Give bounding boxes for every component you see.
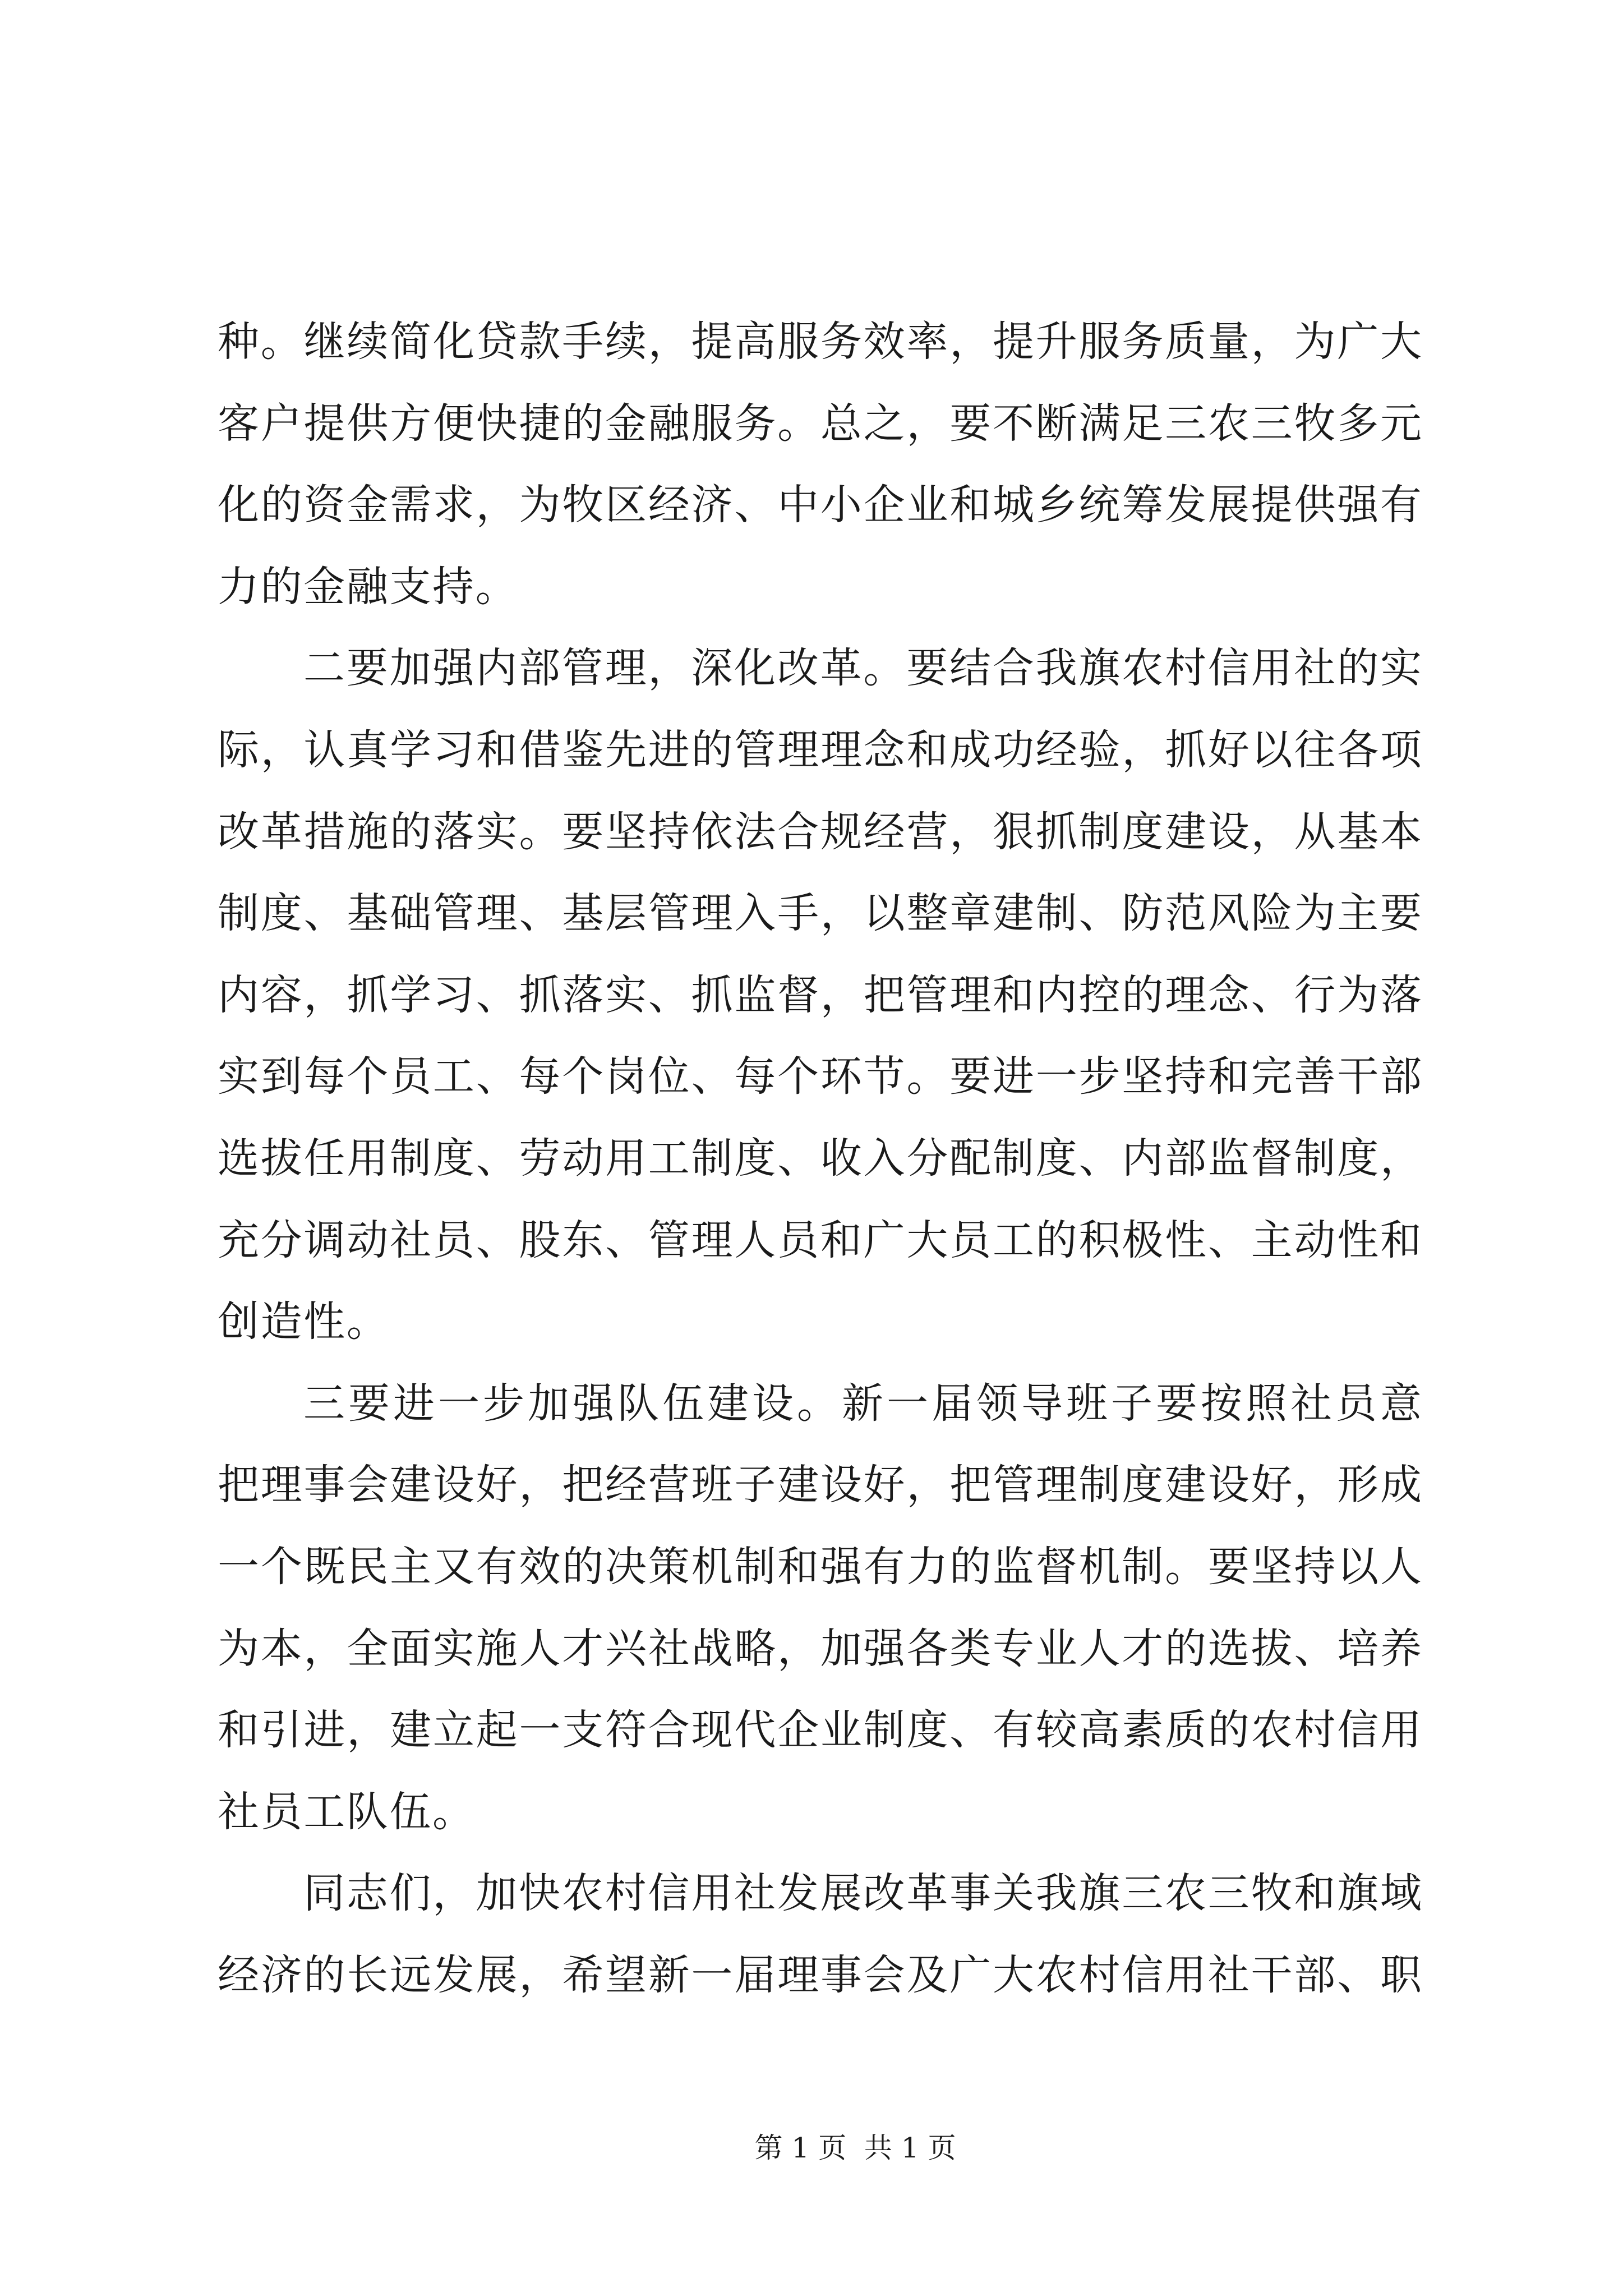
text-line: 社员工队伍。 bbox=[218, 1787, 476, 1836]
paragraph bbox=[218, 628, 1422, 1363]
text-line: 选拔任用制度、劳动用工制度、收入分配制度、内部监督制度， bbox=[218, 1134, 1422, 1182]
text-line: 三要进一步加强队伍建设。新一届领导班子要按照社员意 bbox=[303, 1379, 1422, 1428]
text-line: 和引进，建立起一支符合现代企业制度、有较高素质的农村信用 bbox=[218, 1706, 1422, 1755]
text-line: 二要加强内部管理，深化改革。要结合我旗农村信用社的实 bbox=[303, 644, 1422, 693]
text-line: 把理事会建设好，把经营班子建设好，把管理制度建设好，形成 bbox=[218, 1461, 1422, 1510]
document-body bbox=[218, 301, 1422, 2016]
text-line: 种。继续简化贷款手续，提高服务效率，提升服务质量，为广大 bbox=[218, 318, 1422, 366]
page-number-footer: 第 1 页 共 1 页 bbox=[754, 2132, 956, 2164]
text-line: 力的金融支持。 bbox=[218, 562, 519, 611]
text-line: 同志们，加快农村信用社发展改革事关我旗三农三牧和旗域 bbox=[303, 1869, 1422, 1918]
text-line: 改革措施的落实。要坚持依法合规经营，狠抓制度建设，从基本 bbox=[218, 807, 1422, 856]
paragraph bbox=[218, 1363, 1422, 1853]
text-line: 化的资金需求，为牧区经济、中小企业和城乡统筹发展提供强有 bbox=[218, 481, 1422, 530]
paragraph bbox=[218, 1853, 1422, 2016]
text-line: 客户提供方便快捷的金融服务。总之，要不断满足三农三牧多元 bbox=[218, 399, 1422, 448]
text-line: 经济的长远发展，希望新一届理事会及广大农村信用社干部、职 bbox=[218, 1950, 1422, 1999]
paragraph bbox=[218, 301, 1422, 628]
text-line: 实到每个员工、每个岗位、每个环节。要进一步坚持和完善干部 bbox=[218, 1052, 1422, 1101]
text-line: 内容，抓学习、抓落实、抓监督，把管理和内控的理念、行为落 bbox=[218, 970, 1422, 1019]
text-line: 充分调动社员、股东、管理人员和广大员工的积极性、主动性和 bbox=[218, 1216, 1422, 1264]
text-line: 一个既民主又有效的决策机制和强有力的监督机制。要坚持以人 bbox=[218, 1542, 1422, 1591]
text-line: 为本，全面实施人才兴社战略，加强各类专业人才的选拔、培养 bbox=[218, 1624, 1422, 1673]
text-line: 制度、基础管理、基层管理入手，以整章建制、防范风险为主要 bbox=[218, 889, 1422, 938]
text-line: 创造性。 bbox=[218, 1297, 390, 1346]
text-line: 际，认真学习和借鉴先进的管理理念和成功经验，抓好以往各项 bbox=[218, 725, 1422, 774]
